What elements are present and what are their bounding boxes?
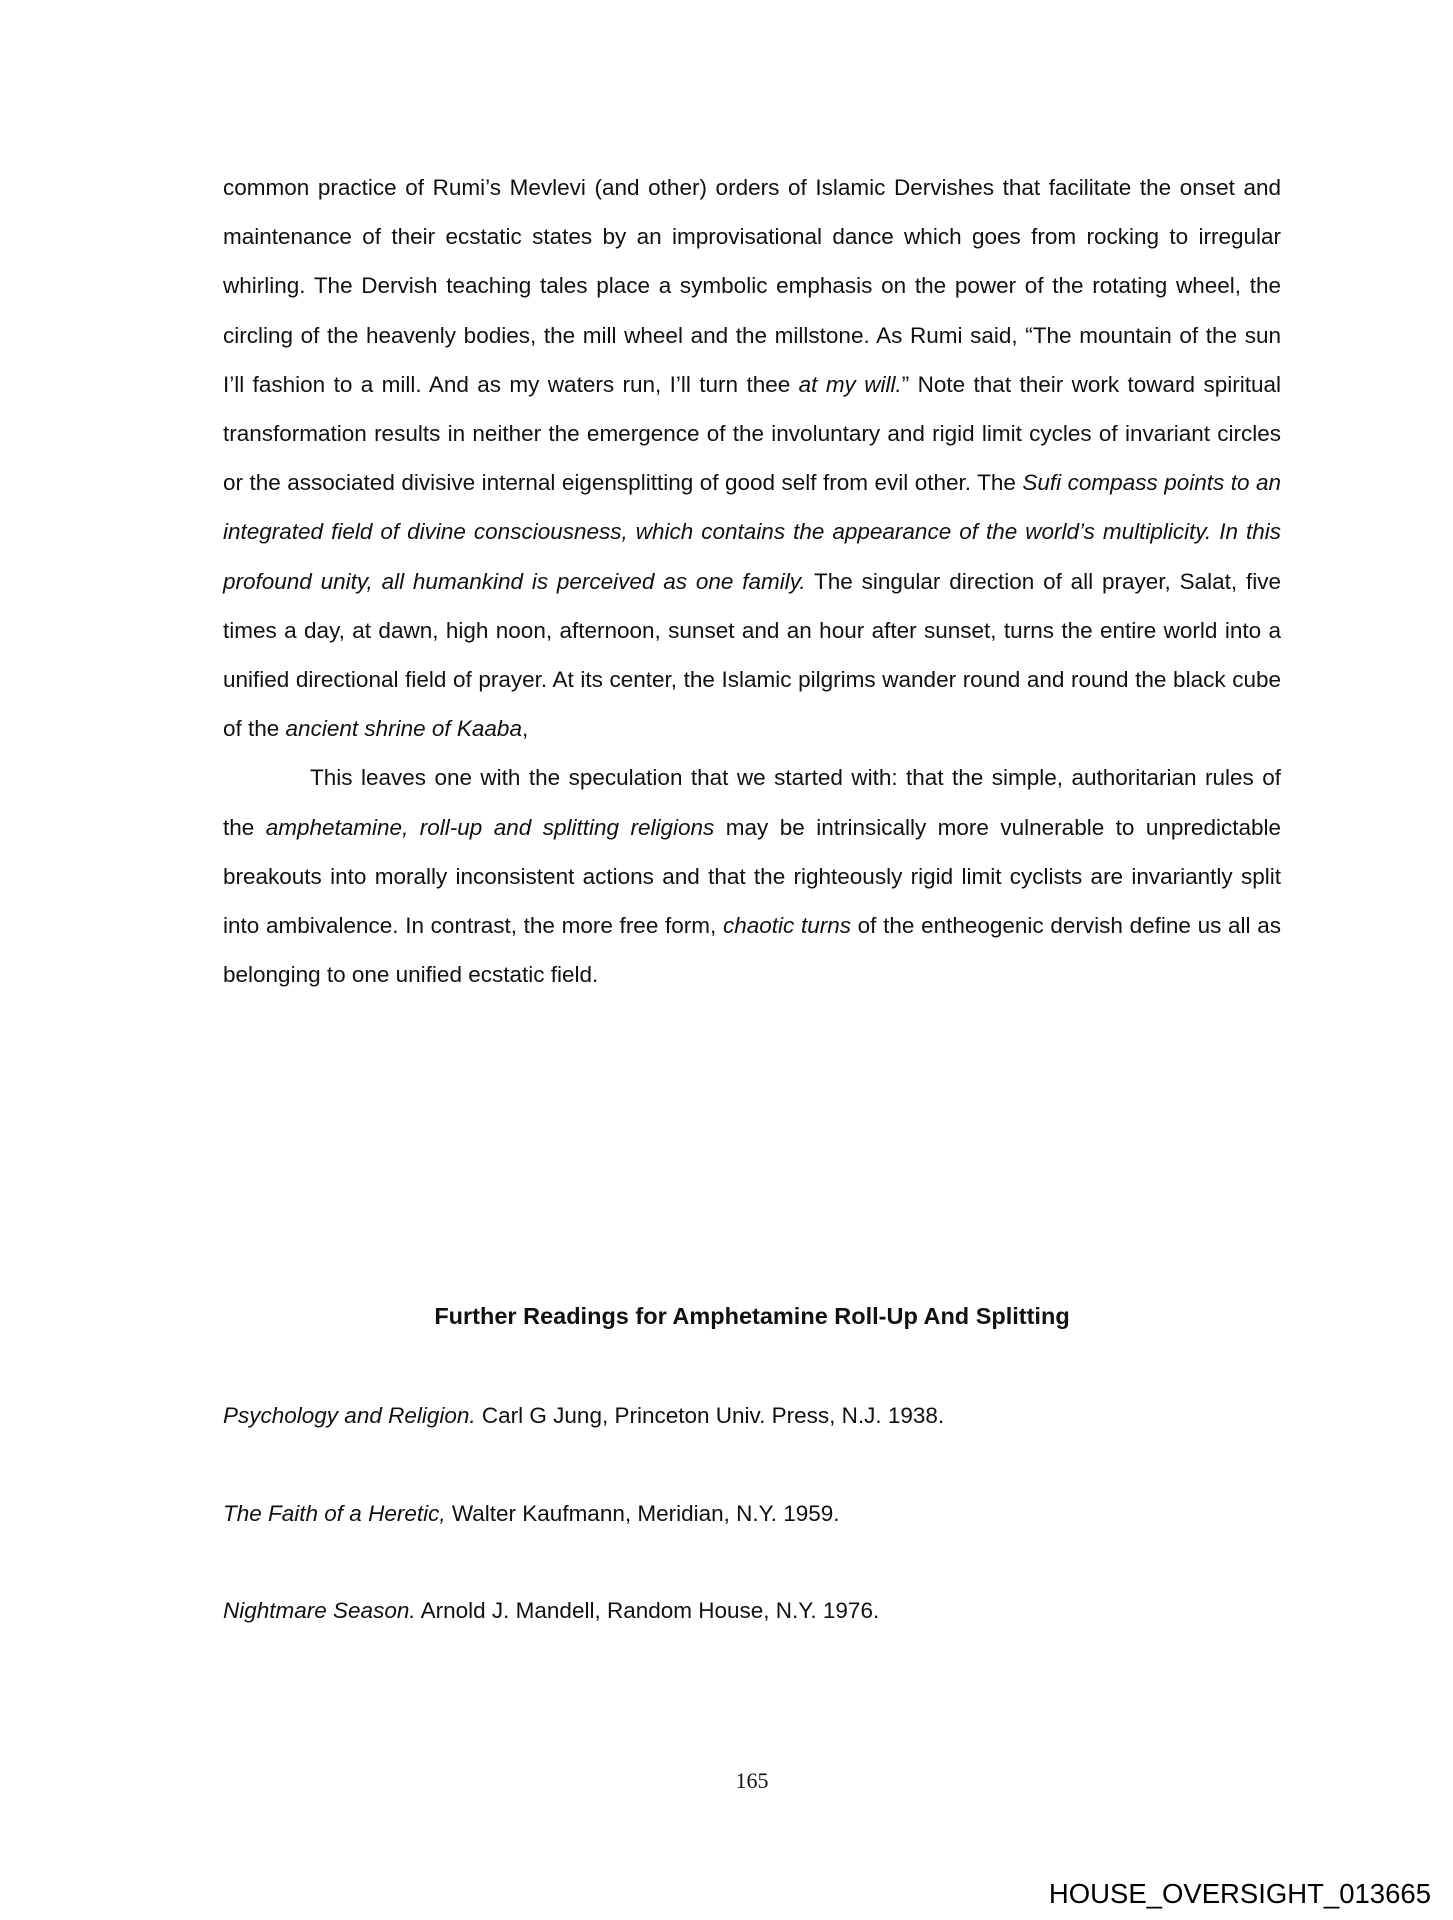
text-segment: , xyxy=(521,716,529,742)
reference-details: Arnold J. Mandell, Random House, N.Y. 1976. xyxy=(415,1598,880,1624)
text-segment: of the entheogenic dervish define us all as belonging to one unified ecstatic field. xyxy=(223,913,1281,988)
text-segment: common practice of Rumi’s Mevlevi (and other) orders of Islamic Dervishes that facilitate the onset and maintenance of their ecstatic states by an improvisational dance which goes from rocking to irregular whirling. The Dervish teaching tales place a symbolic emphasis on the power of the rotating wheel, the circling of the heavenly bodies, the mill wheel and the millstone. As Rumi said, “The mountain of the sun I’ll fashion to a mill. And as my waters run, I’ll turn thee xyxy=(223,175,1281,397)
reference-title: Psychology and Religion. xyxy=(223,1403,476,1428)
italic-segment: amphetamine, roll-up and splitting religions xyxy=(265,814,715,840)
italic-segment: at my will. xyxy=(798,371,902,397)
text-segment: ” Note that their work toward spiritual transformation results in neither the emergence of the involuntary and rigid limit cycles of invariant circles or the associated divisive internal eigensplitting of good self from evil other. The xyxy=(223,371,1281,496)
text-segment: may be intrinsically more vulnerable to unpredictable breakouts into morally inconsistent actions and that the righteously rigid limit cyclists are invariantly split into ambivalence. In contrast, the more free form, xyxy=(223,814,1281,939)
paragraph-2 xyxy=(223,753,1281,999)
reference-title: The Faith of a Heretic, xyxy=(223,1500,446,1526)
body-text xyxy=(223,163,1281,999)
reference-item xyxy=(223,1589,1281,1687)
reference-item xyxy=(223,1492,1281,1590)
section-heading: Further Readings for Amphetamine Roll-Up And Splitting xyxy=(434,1303,1070,1329)
italic-segment: ancient shrine of Kaaba xyxy=(285,716,522,742)
bates-stamp: HOUSE_OVERSIGHT_013665 xyxy=(1048,1878,1431,1909)
text-segment: The singular direction of all prayer, Salat, five times a day, at dawn, high noon, afternoon, sunset and an hour after sunset, turns the entire world into a unified directional field of prayer. At its center, the Islamic pilgrims wander round and round the black cube of the xyxy=(223,568,1281,742)
italic-segment: chaotic turns xyxy=(722,913,851,939)
reference-details: Walter Kaufmann, Meridian, N.Y. 1959. xyxy=(445,1500,840,1526)
page-number: 165 xyxy=(735,1768,769,1793)
paragraph-1 xyxy=(223,163,1281,753)
references-list xyxy=(223,1394,1281,1687)
reference-details: Carl G Jung, Princeton Univ. Press, N.J. 1938. xyxy=(475,1403,945,1428)
italic-segment: Sufi compass points to an integrated field of divine consciousness, which contains the appearance of the world’s multiplicity. In this profound unity, all humankind is perceived as one family. xyxy=(223,470,1282,594)
text-segment: This leaves one with the speculation that we started with: that the simple, authoritarian rules of the xyxy=(223,765,1281,840)
reference-title: Nightmare Season. xyxy=(223,1598,416,1624)
reference-item xyxy=(223,1394,1281,1492)
